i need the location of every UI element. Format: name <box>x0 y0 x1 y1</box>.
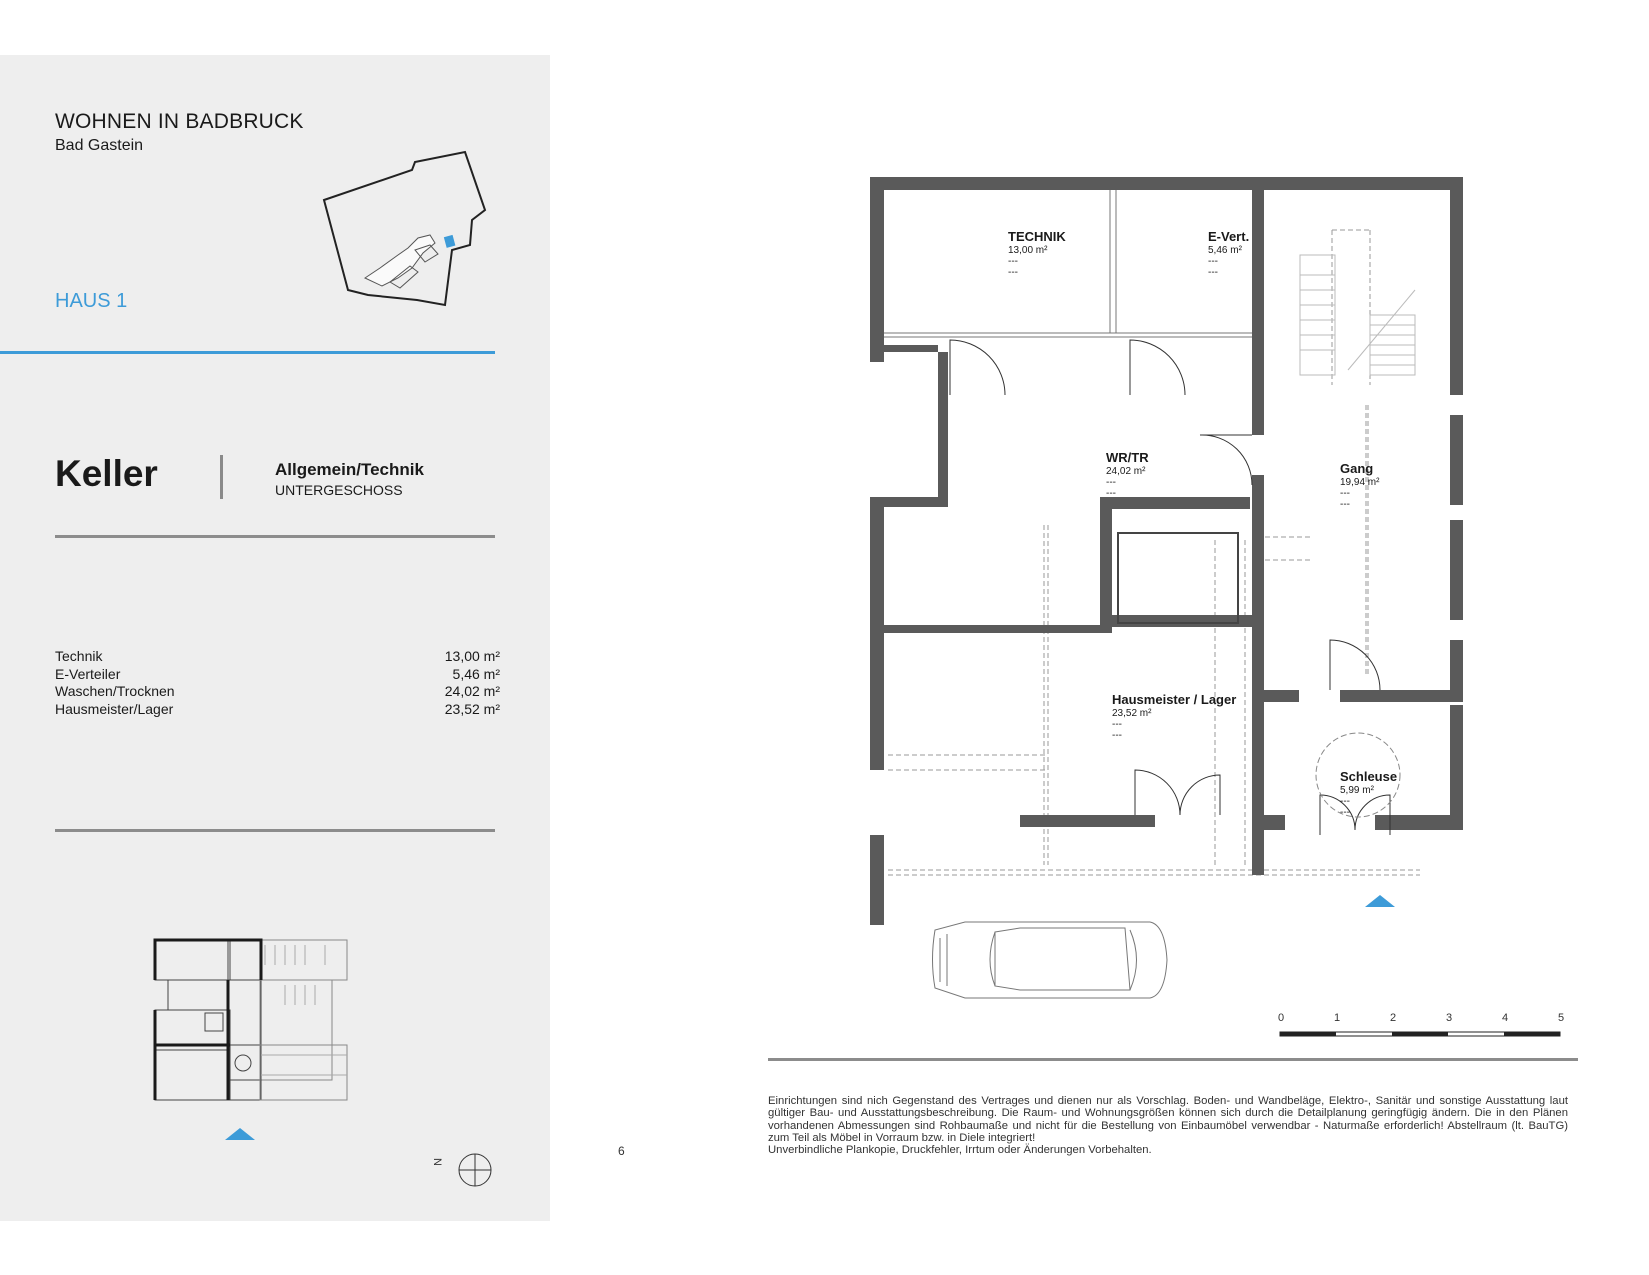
svg-text:WR/TR: WR/TR <box>1106 450 1149 465</box>
disclaimer-last-line: Unverbindliche Plankopie, Druckfehler, Irrtum oder Änderungen Vorbehalten. <box>768 1144 1152 1157</box>
entrance-marker <box>1365 895 1395 907</box>
area-value: 23,52 m² <box>444 700 500 717</box>
svg-text:19,94 m²: 19,94 m² <box>1340 477 1380 488</box>
floor-overview-key <box>150 935 365 1155</box>
svg-text:5,99 m²: 5,99 m² <box>1340 785 1374 796</box>
footer-divider <box>768 1058 1578 1061</box>
scale-label: 3 <box>1446 1012 1453 1024</box>
scale-label: 0 <box>1278 1012 1285 1024</box>
area-list <box>55 648 500 718</box>
disclaimer-text: Einrichtungen sind nich Gegenstand des Vertrages und dienen nur als Vorschlag. Boden- und Wandbeläge, Elektro-, Sanitär und sonstige Ausstattung laut gültiger Bau- und Ausstattungsbeschreibung. Die Raum- und Wohnungsgrößen können sich durch die Detailplanung geringfügig ändern. Die in den Plänen vorhandenen Abmessungen sind Rohbaumaße und nicht für die Bestellung von Einbaumöbel verwendbar - Naturmaße erforderlich! Abstellraum (lt. BauTG) zum Teil als Möbel in Vorraum bzw. in Diele integriert! <box>768 1095 1568 1144</box>
area-row <box>55 648 500 666</box>
svg-text:Schleuse: Schleuse <box>1340 769 1398 784</box>
svg-text:23,52 m²: 23,52 m² <box>1112 708 1152 719</box>
building-label: HAUS 1 <box>55 290 128 312</box>
divider <box>55 535 495 538</box>
scale-label: 2 <box>1390 1012 1397 1024</box>
area-value: 24,02 m² <box>444 683 500 699</box>
floor-plan <box>870 175 1490 925</box>
svg-text:---: --- <box>1208 267 1218 278</box>
svg-text:---: --- <box>1008 256 1018 267</box>
scale-label: 5 <box>1558 1012 1565 1024</box>
svg-text:---: --- <box>1112 730 1122 741</box>
page-number: 6 <box>618 1144 625 1158</box>
room-label-schleuse <box>1340 769 1397 818</box>
site-plan-key <box>320 150 495 320</box>
floor-level: UNTERGESCHOSS <box>275 482 403 498</box>
scale-label: 1 <box>1334 1012 1341 1024</box>
svg-text:---: --- <box>1008 267 1018 278</box>
svg-text:---: --- <box>1208 256 1218 267</box>
svg-text:---: --- <box>1340 807 1350 818</box>
room-label-gang <box>1340 461 1380 510</box>
divider <box>55 829 495 832</box>
svg-text:---: --- <box>1340 499 1350 510</box>
area-name: Waschen/Trocknen <box>55 683 175 699</box>
accent-divider <box>0 351 495 354</box>
car-illustration <box>925 910 1170 1010</box>
area-value: 13,00 m² <box>444 648 500 664</box>
floor-title: Keller <box>55 453 158 494</box>
title-separator <box>220 455 223 499</box>
room-label-e-vert <box>1208 229 1249 278</box>
floor-category: Allgemein/Technik <box>275 460 424 479</box>
svg-text:13,00 m²: 13,00 m² <box>1008 245 1048 256</box>
svg-text:24,02 m²: 24,02 m² <box>1106 466 1146 477</box>
entrance-marker <box>225 1128 255 1140</box>
svg-text:---: --- <box>1106 477 1116 488</box>
svg-text:TECHNIK: TECHNIK <box>1008 229 1066 244</box>
area-name: E-Verteiler <box>55 665 121 682</box>
disclaimer <box>768 1095 1568 1156</box>
project-title: WOHNEN IN BADBRUCK <box>55 110 304 133</box>
svg-text:---: --- <box>1112 719 1122 730</box>
svg-text:---: --- <box>1106 488 1116 499</box>
area-value: 5,46 m² <box>452 665 500 682</box>
compass-north-label: N <box>431 1158 443 1166</box>
room-label-technik <box>1008 229 1066 278</box>
area-row <box>55 666 500 684</box>
area-row <box>55 701 500 719</box>
area-name: Technik <box>55 648 103 664</box>
svg-text:5,46 m²: 5,46 m² <box>1208 245 1242 256</box>
room-label-wr-tr <box>1106 450 1149 499</box>
doors <box>950 340 1390 835</box>
staircase <box>1300 255 1415 375</box>
info-panel <box>0 55 550 1221</box>
area-row <box>55 683 500 701</box>
svg-text:---: --- <box>1340 796 1350 807</box>
svg-text:---: --- <box>1340 488 1350 499</box>
elevator-shaft <box>1118 533 1238 623</box>
room-label-hausmeister <box>1112 692 1236 741</box>
project-location: Bad Gastein <box>55 137 144 154</box>
svg-text:Gang: Gang <box>1340 461 1374 476</box>
walls <box>870 177 1463 925</box>
compass-icon <box>430 1150 500 1190</box>
svg-text:Hausmeister / Lager: Hausmeister / Lager <box>1112 692 1237 707</box>
scale-bar <box>1270 1010 1570 1045</box>
svg-text:E-Vert.: E-Vert. <box>1208 229 1250 244</box>
scale-label: 4 <box>1502 1012 1509 1024</box>
area-name: Hausmeister/Lager <box>55 700 174 717</box>
